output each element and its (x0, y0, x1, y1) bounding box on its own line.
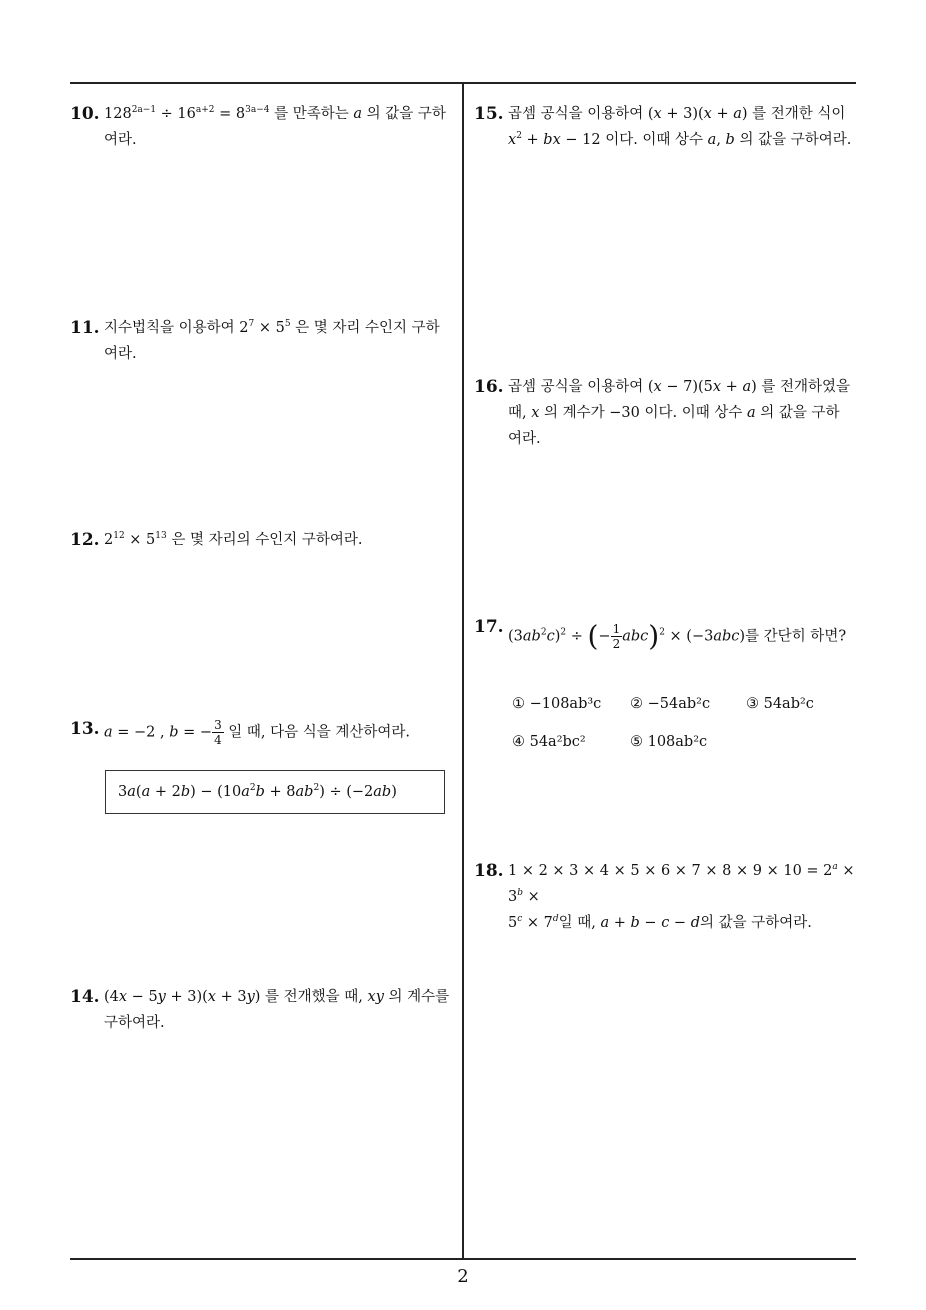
problem-text-line: $5^c \times 7^d$일 때, a + b − c − d의 값을 구하여라. (508, 914, 812, 931)
problem-14 (70, 984, 460, 1036)
problem-12 (70, 527, 460, 553)
problem-number: 15. (474, 104, 504, 124)
problem-text-line: $1 \times 2 \times 3 \times 4 \times 5 \times 6 \times 7 \times 8 \times 9 \times 10 = 2^a \times 3^b$ × (508, 862, 855, 905)
problem-number: 13. (70, 719, 100, 739)
problem-text-line: a = −2 , b = − $\frac{3}{4}$ 일 때, 다음 식을 계산하여라. (104, 718, 411, 747)
problem-16 (474, 374, 860, 452)
expression-box: $3a(a + 2b) - (10a^2b + 8ab^2) \div (-2ab)$ (105, 770, 445, 814)
fraction: $\frac{3}{4}$ (214, 718, 222, 747)
problem-text-line: 여라. (508, 431, 541, 447)
problem-number: 12. (70, 530, 100, 550)
problem-text-line: 때, x 의 계수가 −30 이다. 이때 상수 a 의 값을 구하 (508, 405, 840, 421)
problem-text-line: 곱셈 공식을 이용하여 (x + 3)(x + a) 를 전개한 식이 (508, 106, 846, 122)
problem-number: 17. (474, 617, 504, 637)
problem-text-line: 구하여라. (104, 1015, 165, 1031)
problem-text-line: $x^2$ + bx − 12 이다. 이때 상수 a, b 의 값을 구하여라. (508, 131, 852, 148)
choice-3[interactable]: ③ 54ab²c (746, 696, 814, 712)
page-number: 2 (457, 1266, 469, 1287)
problem-number: 11. (70, 318, 100, 338)
problem-15 (474, 101, 860, 153)
problem-17 (474, 614, 860, 651)
problem-text-line: $2^{12} \times 5^{13}$ 은 몇 자리의 수인지 구하여라. (104, 531, 363, 548)
bottom-rule (70, 1258, 856, 1260)
choice-4[interactable]: ④ 54a²bc² (512, 734, 586, 750)
problem-number: 18. (474, 861, 504, 881)
problem-text-line: $128^{2a-1} \div 16^{a+2} = 8^{3a-4}$ 를 만족하는 a 의 값을 구하 (104, 105, 446, 122)
problem-text-line: 여라. (104, 132, 137, 148)
choice-5[interactable]: ⑤ 108ab²c (630, 734, 708, 750)
problem-text-line: 지수법칙을 이용하여 $2^7 \times 5^5$ 은 몇 자리 수인지 구하 (104, 319, 440, 336)
problem-text-line: 여라. (104, 346, 137, 362)
problem-18 (474, 858, 860, 936)
answer-choices (512, 696, 858, 766)
column-divider (462, 82, 464, 1259)
problem-13 (70, 716, 460, 747)
problem-number: 16. (474, 377, 504, 397)
fraction: $\frac{1}{2}$ (612, 622, 621, 651)
problem-number: 14. (70, 987, 100, 1007)
problem-number: 10. (70, 104, 100, 124)
choice-2[interactable]: ② −54ab²c (630, 696, 711, 712)
choice-1[interactable]: ① −108ab³c (512, 696, 602, 712)
problem-10 (70, 101, 460, 153)
problem-11 (70, 315, 460, 367)
problem-text-line: (4x − 5y + 3)(x + 3y) 를 전개했을 때, xy 의 계수를 (104, 989, 450, 1005)
problem-text-line: 곱셈 공식을 이용하여 (x − 7)(5x + a) 를 전개하였을 (508, 379, 851, 395)
problem-text-line: $(3ab^2c)^2$ ÷ (− $\frac{1}{2}$ abc)$^2$ × (−3abc)를 간단히 하면? (508, 619, 847, 653)
